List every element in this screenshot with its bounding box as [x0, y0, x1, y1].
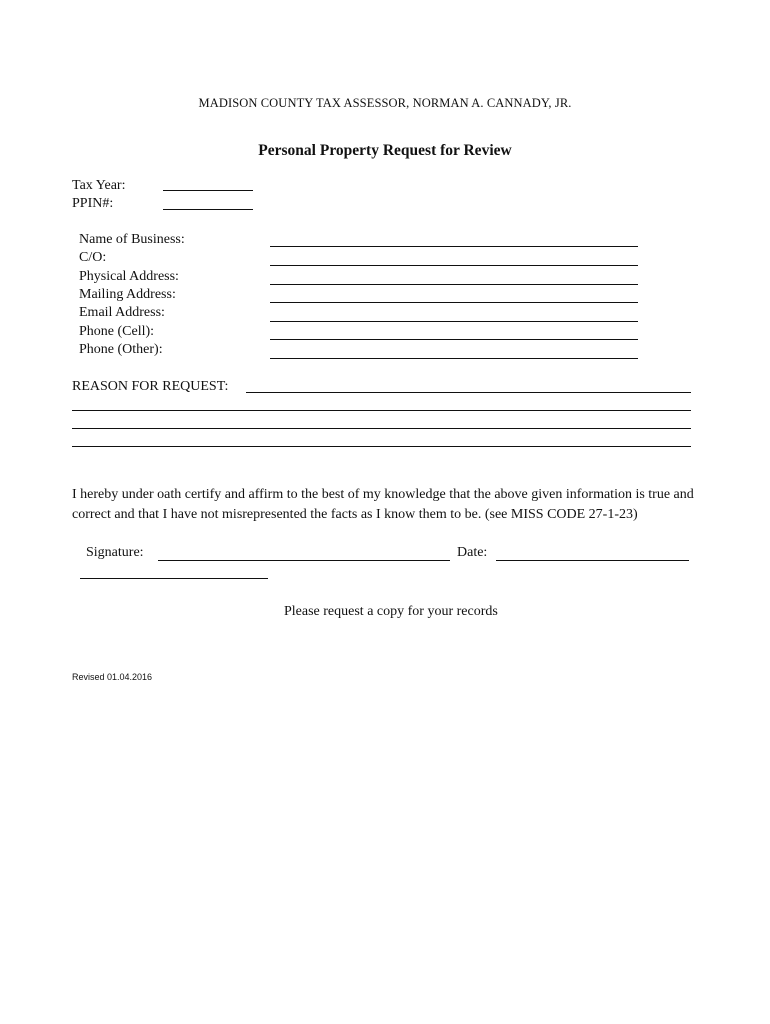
physical-address-field[interactable]	[270, 284, 638, 285]
reason-field-line-4[interactable]	[72, 446, 691, 447]
mailing-address-field[interactable]	[270, 302, 638, 303]
phone-other-field[interactable]	[270, 358, 638, 359]
business-name-field[interactable]	[270, 246, 638, 247]
business-name-label: Name of Business:	[79, 232, 185, 247]
care-of-field[interactable]	[270, 265, 638, 266]
tax-year-field[interactable]	[163, 190, 253, 191]
physical-address-label: Physical Address:	[79, 269, 179, 284]
revised-date: Revised 01.04.2016	[72, 672, 153, 682]
assessor-header: MADISON COUNTY TAX ASSESSOR, NORMAN A. CANNADY, JR.	[198, 96, 572, 110]
reason-label: REASON FOR REQUEST:	[72, 379, 229, 394]
care-of-label: C/O:	[79, 250, 107, 265]
reason-field-line-2[interactable]	[72, 410, 691, 411]
date-label: Date:	[457, 545, 488, 560]
signature-field[interactable]	[158, 560, 450, 561]
phone-cell-field[interactable]	[270, 339, 638, 340]
form-title: Personal Property Request for Review	[258, 142, 512, 159]
copy-note: Please request a copy for your records	[284, 604, 498, 619]
phone-cell-label: Phone (Cell):	[79, 324, 155, 339]
extra-signature-line[interactable]	[80, 578, 268, 579]
phone-other-label: Phone (Other):	[79, 342, 163, 357]
signature-label: Signature:	[86, 545, 144, 560]
certification-statement: I hereby under oath certify and affirm to the best of my knowledge that the above given information is true and correct and that I have not misrepresented the facts as I know them to be. (see MISS CODE 27-1-23)	[72, 487, 694, 522]
tax-year-label: Tax Year:	[72, 178, 126, 193]
date-field[interactable]	[496, 560, 689, 561]
ppin-label: PPIN#:	[72, 196, 114, 211]
mailing-address-label: Mailing Address:	[79, 287, 176, 302]
ppin-field[interactable]	[163, 209, 253, 210]
email-address-field[interactable]	[270, 321, 638, 322]
email-address-label: Email Address:	[79, 305, 165, 320]
reason-field-line-3[interactable]	[72, 428, 691, 429]
reason-field-line-1[interactable]	[246, 392, 691, 393]
